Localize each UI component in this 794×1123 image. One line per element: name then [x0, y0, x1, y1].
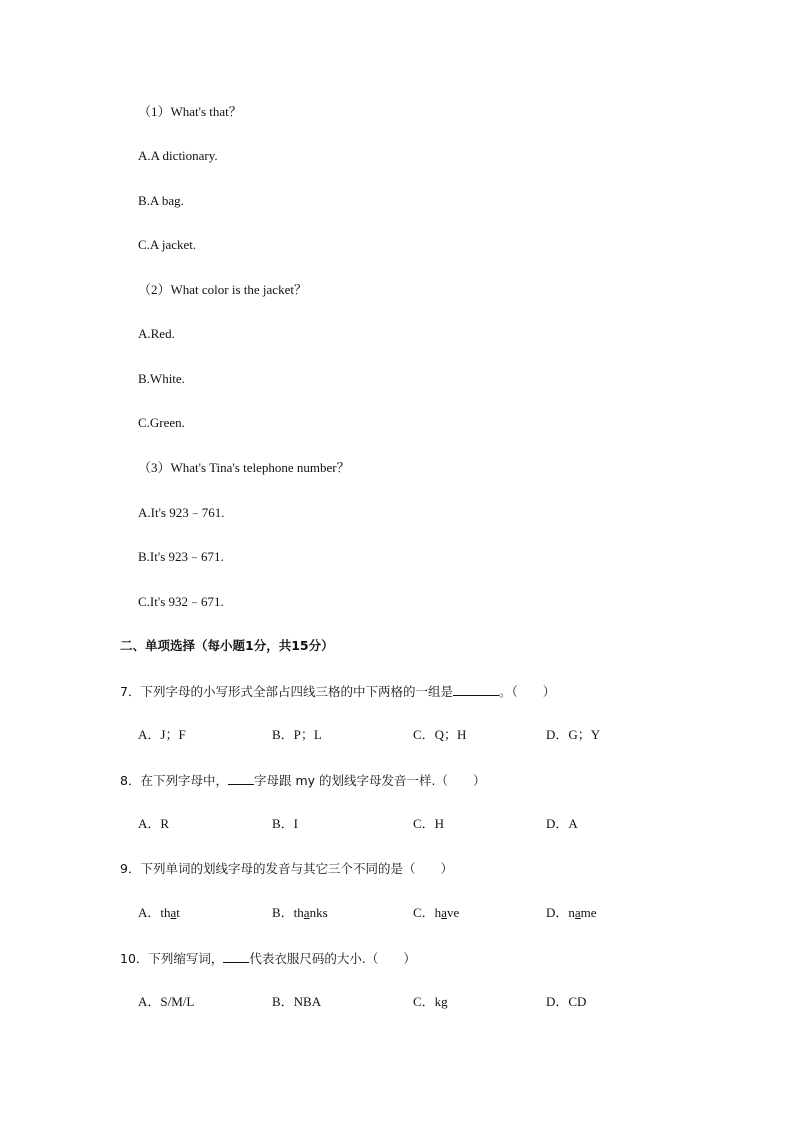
question-7-option-a: A．J；F: [138, 727, 186, 742]
listening-q3-option-c: C.It's 932﹣671.: [138, 594, 224, 609]
listening-q3-option-a: A.It's 923﹣761.: [138, 505, 225, 520]
answer-blank: [228, 772, 254, 785]
question-7-option-c: C．Q；H: [413, 727, 467, 742]
question-9-option-a: A．that: [138, 905, 180, 920]
question-7-option-b: B．P；L: [272, 727, 322, 742]
question-9-option-c: C．have: [413, 905, 460, 920]
listening-q2-option-a: A.Red.: [138, 326, 175, 341]
question-7-stem: 7．下列字母的小写形式全部占四线三格的中下两格的一组是: [120, 684, 453, 699]
listening-q1-option-a: A.A dictionary.: [138, 148, 218, 163]
question-7-option-d: D．G；Y: [546, 727, 601, 742]
listening-q2-option-b: B.White.: [138, 371, 185, 386]
question-10-option-c: C．kg: [413, 994, 448, 1009]
question-9-option-d: D．name: [546, 905, 597, 920]
question-9: 9．下列单词的划线字母的发音与其它三个不同的是（ ）: [120, 861, 453, 876]
question-10-option-b: B．NBA: [272, 994, 322, 1009]
listening-question-2: （2）What color is the jacket？: [138, 282, 307, 297]
question-7-paren: 。（ ）: [498, 684, 556, 699]
question-10-option-a: A．S/M/L: [138, 994, 195, 1009]
answer-blank: [223, 950, 249, 963]
listening-question-1: （1）What's that？: [138, 104, 242, 119]
listening-q1-option-b: B.A bag.: [138, 193, 184, 208]
question-7: [120, 683, 555, 700]
question-8-option-c: C．H: [413, 816, 445, 831]
listening-q1-option-c: C.A jacket.: [138, 237, 197, 252]
question-8-option-b: B．I: [272, 816, 299, 831]
question-9-option-b: B．thanks: [272, 905, 328, 920]
section-heading: 二、单项选择（每小题1分，共15分）: [120, 638, 334, 653]
question-10: [120, 950, 416, 967]
question-8-stem: 8．在下列字母中，: [120, 773, 228, 788]
listening-q3-option-b: B.It's 923﹣671.: [138, 549, 224, 564]
question-10-stem: 10．下列缩写词，: [120, 951, 224, 966]
question-10-option-d: D．CD: [546, 994, 587, 1009]
question-8-option-d: D．A: [546, 816, 578, 831]
question-8: [120, 772, 485, 789]
listening-question-3: （3）What's Tina's telephone number？: [138, 460, 350, 475]
question-8-option-a: A．R: [138, 816, 170, 831]
answer-blank: [453, 683, 499, 696]
question-10-rest: 代表衣服尺码的大小.（ ）: [249, 951, 416, 966]
question-8-rest: 字母跟 my 的划线字母发音一样.（ ）: [253, 773, 486, 788]
listening-q2-option-c: C.Green.: [138, 415, 185, 430]
